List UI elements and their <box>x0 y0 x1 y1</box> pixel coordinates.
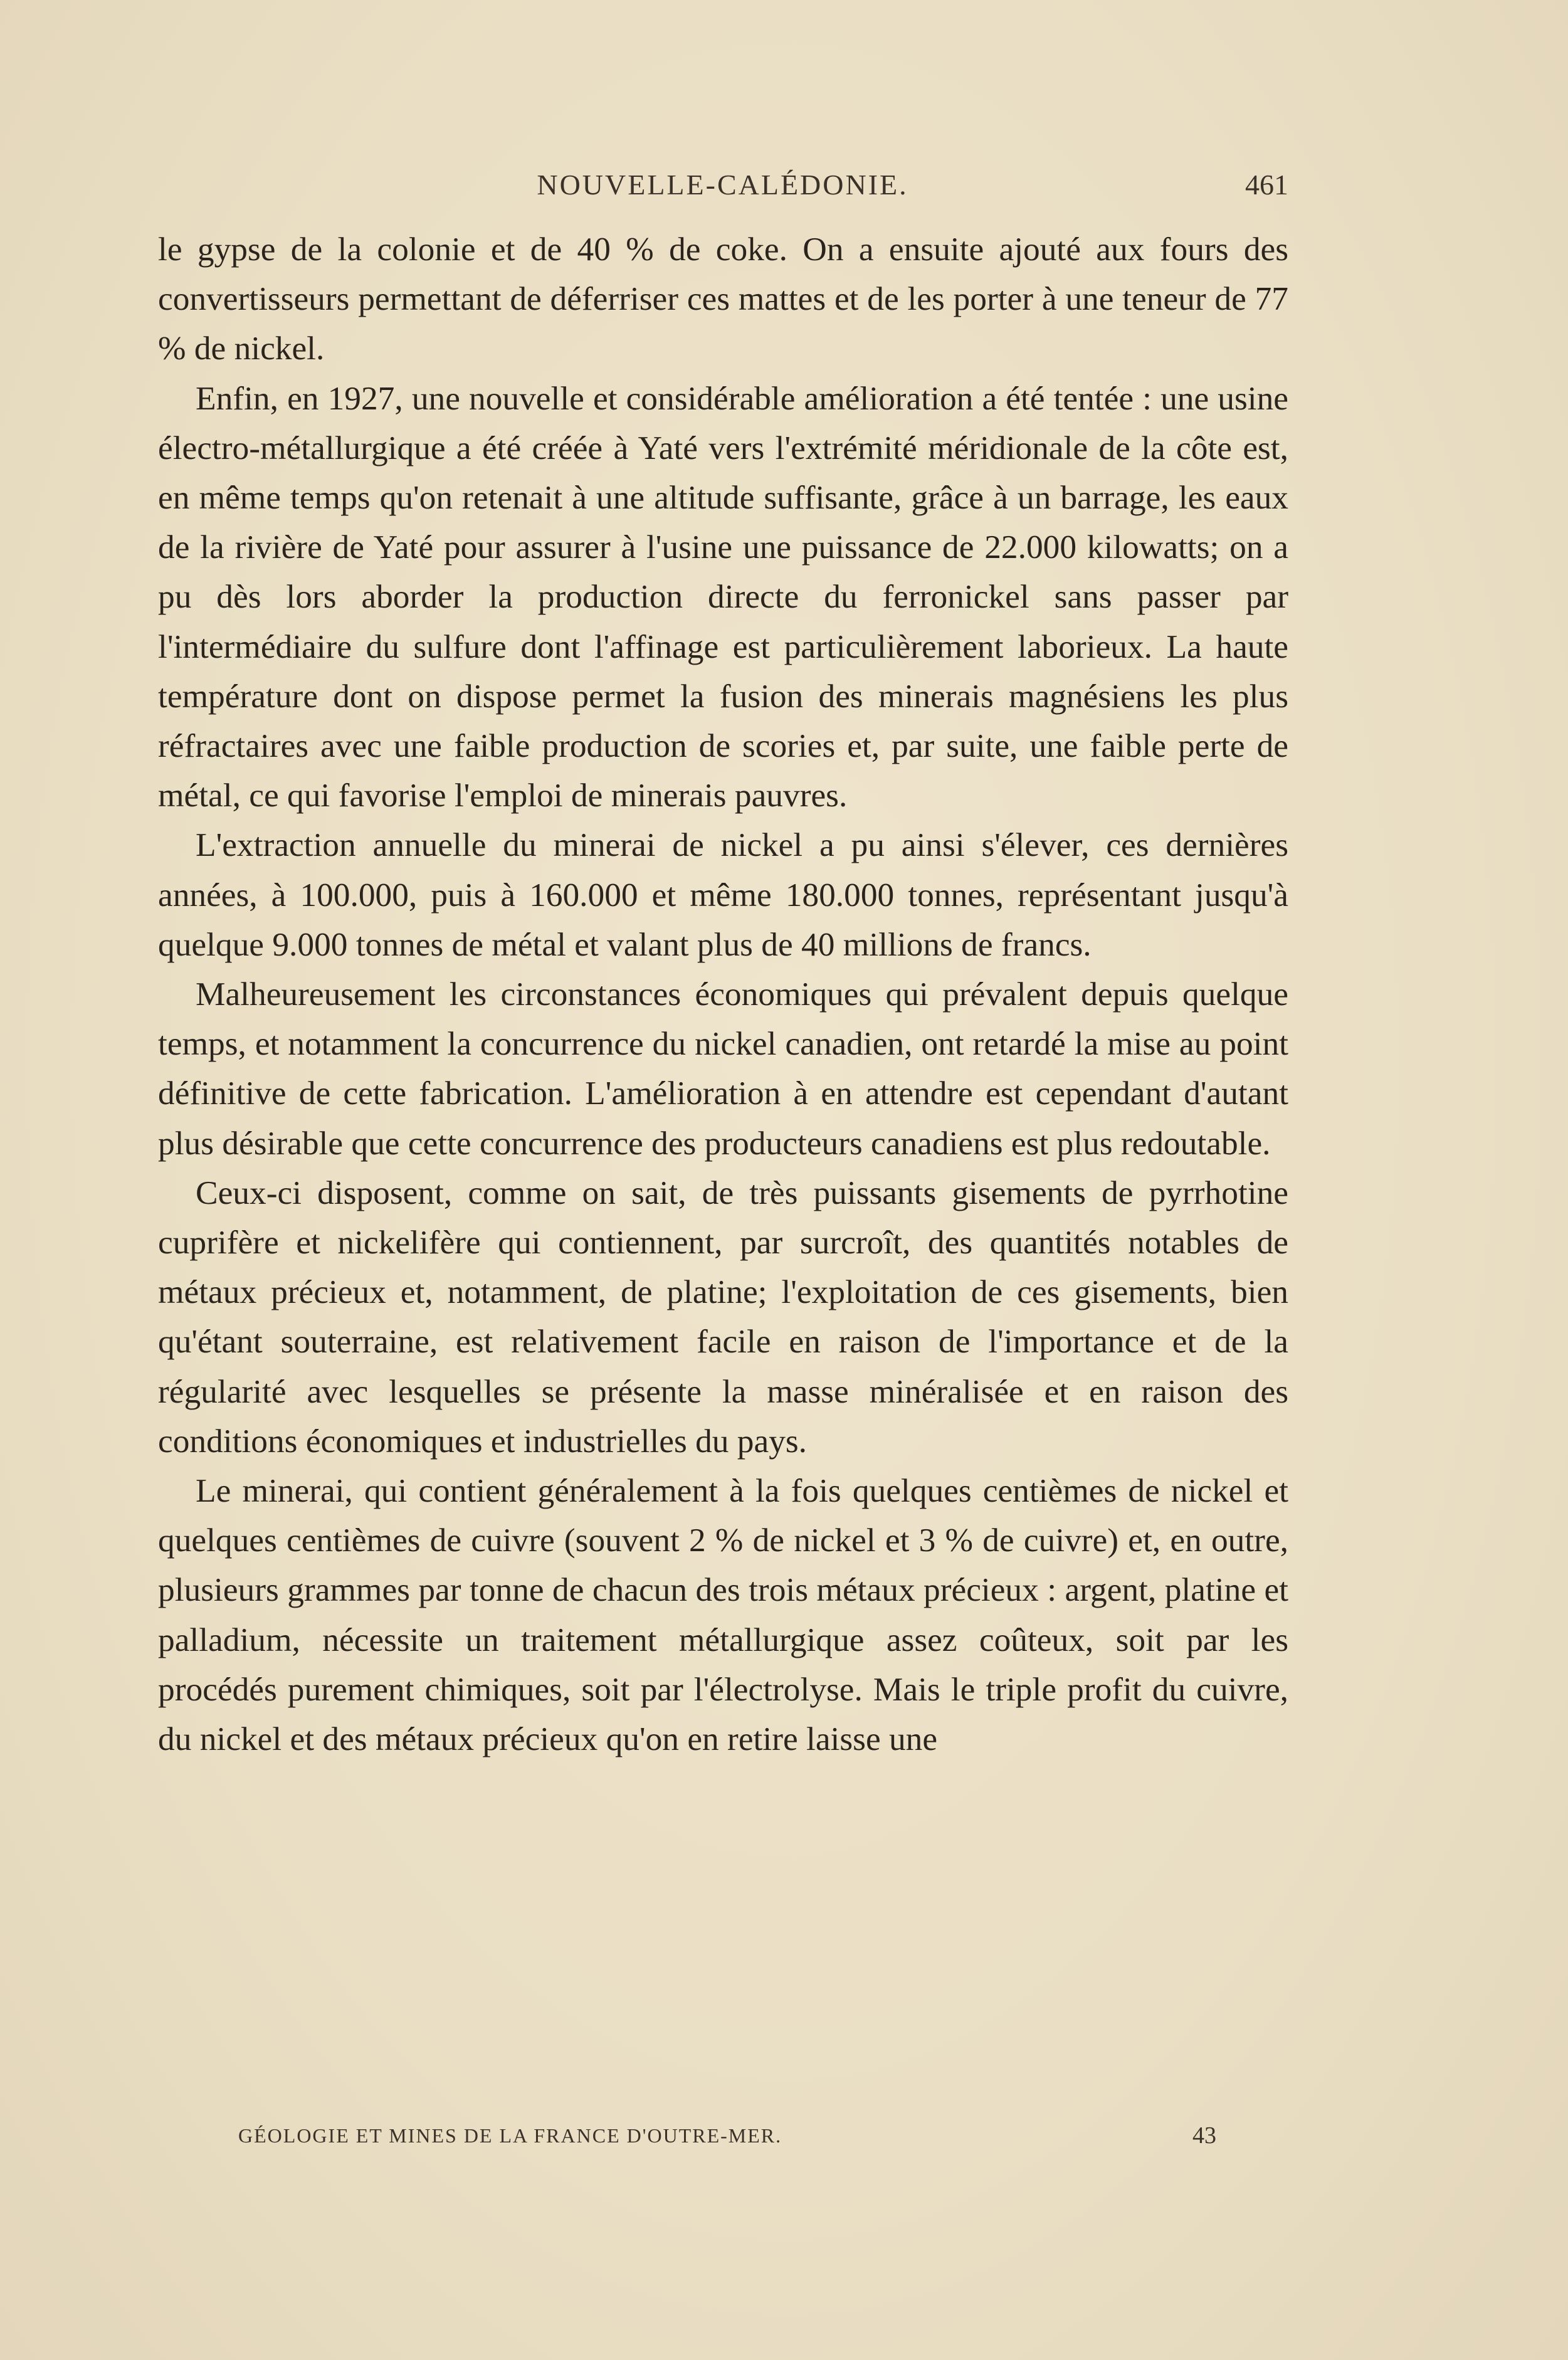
paragraph: Enfin, en 1927, une nouvelle et considérable amélioration a été tentée : une usine électro-métallurgique a été créée à Yaté vers l'extrémité méridionale de la côte est, en même temps qu'on retenait à une altitude suffisante, grâce à un barrage, les eaux de la rivière de Yaté pour assurer à l'usine une puissance de 22.000 kilowatts; on a pu dès lors aborder la production directe du ferronickel sans passer par l'intermédiaire du sulfure dont l'affinage est particulièrement laborieux. La haute température dont on dispose permet la fusion des minerais magnésiens les plus réfractaires avec une faible production de scories et, par suite, une faible perte de métal, ce qui favorise l'emploi de minerais pauvres. <box>158 379 1288 814</box>
signature-mark: 43 <box>1192 2122 1216 2149</box>
paragraph: Le minerai, qui contient généralement à la fois quelques centièmes de nickel et quelques centièmes de cuivre (souvent 2 % de nickel et 3 % de cuivre) et, en outre, plusieurs grammes par tonne de chacun des trois métaux précieux : argent, platine et palladium, nécessite un traitement métallurgique assez coûteux, soit par les procédés purement chimiques, soit par l'électrolyse. Mais le triple profit du cuivre, du nickel et des métaux précieux qu'on en retire laisse une <box>158 1472 1288 1758</box>
paragraph: L'extraction annuelle du minerai de nickel a pu ainsi s'élever, ces dernières années, à 100.000, puis à 160.000 et même 180.000 tonnes, représentant jusqu'à quelque 9.000 tonnes de métal et valant plus de 40 millions de francs. <box>158 826 1288 963</box>
running-head <box>157 168 1288 212</box>
paragraph: Malheureusement les circonstances économiques qui prévalent depuis quelque temps, et notamment la concurrence du nickel canadien, ont retardé la mise au point définitive de cette fabrication. L'amélioration à en attendre est cependant d'autant plus désirable que cette concurrence des producteurs canadiens est plus redoutable. <box>158 975 1288 1162</box>
running-title: NOUVELLE-CALÉDONIE. <box>537 169 908 201</box>
body-text <box>158 224 1288 1764</box>
paragraph-continued: le gypse de la colonie et de 40 % de coke. On a ensuite ajouté aux fours des convertisseurs permettant de déferriser ces mattes et de les porter à une teneur de 77 % de nickel. <box>158 230 1288 367</box>
page-number: 461 <box>1245 169 1288 201</box>
paragraph: Ceux-ci disposent, comme on sait, de très puissants gisements de pyrrhotine cuprifère et nickelifère qui contiennent, par surcroît, des quantités notables de métaux précieux et, notamment, de platine; l'exploitation de ces gisements, bien qu'étant souterraine, est relativement facile en raison de l'importance et de la régularité avec lesquelles se présente la masse minéralisée et en raison des conditions économiques et industrielles du pays. <box>158 1173 1288 1460</box>
footer-title: GÉOLOGIE ET MINES DE LA FRANCE D'OUTRE-MER. <box>238 2124 782 2147</box>
signature-line <box>238 2124 1216 2162</box>
